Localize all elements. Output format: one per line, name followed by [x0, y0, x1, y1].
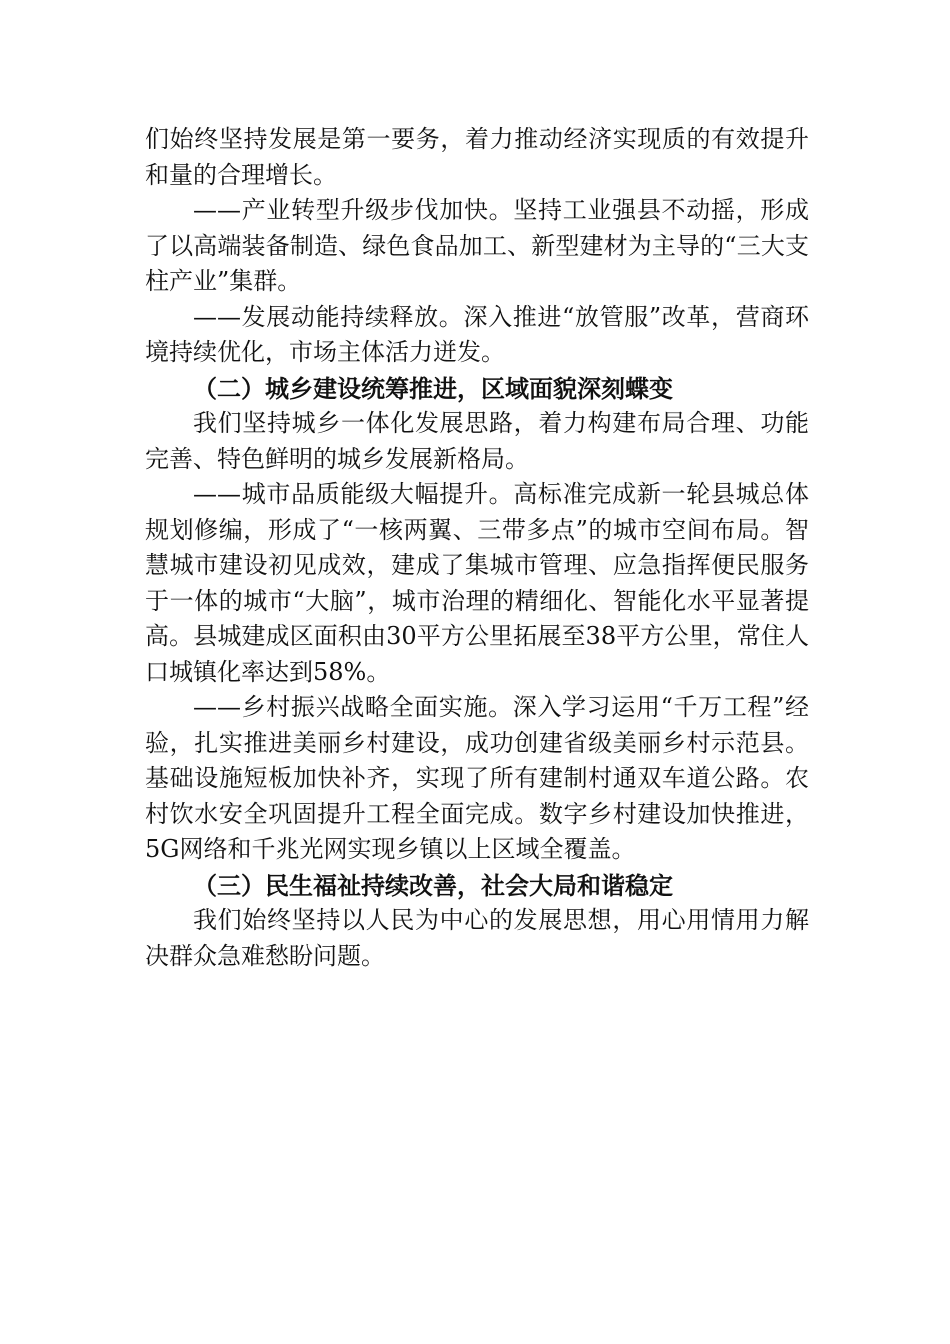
paragraph-industry-upgrade: ——产业转型升级步伐加快。坚持工业强县不动摇，形成了以高端装备制造、绿色食品加工、新型建材为主导的“三大支柱产业”集群。 [145, 196, 809, 295]
document-body [145, 122, 809, 974]
paragraph-rural-revitalization: ——乡村振兴战略全面实施。深入学习运用“千万工程”经验，扎实推进美丽乡村建设，成功创建省级美丽乡村示范县。基础设施短板加快补齐，实现了所有建制村通双车道公路。农村饮水安全巩固提升工程全面完成。数字乡村建设加快推进，5G网络和千兆光网实现乡镇以上区域全覆盖。 [145, 693, 809, 863]
paragraph-livelihood-intro: 我们始终坚持以人民为中心的发展思想，用心用情用力解决群众急难愁盼问题。 [145, 906, 809, 970]
section-heading-urban-rural: （二）城乡建设统筹推进，区域面貌深刻蝶变 [193, 373, 673, 403]
paragraph-urban-rural-intro: 我们坚持城乡一体化发展思路，着力构建布局合理、功能完善、特色鲜明的城乡发展新格局。 [145, 409, 809, 473]
paragraph-development-momentum: ——发展动能持续释放。深入推进“放管服”改革，营商环境持续优化，市场主体活力迸发。 [145, 302, 809, 366]
paragraph-continuation: 们始终坚持发展是第一要务，着力推动经济实现质的有效提升和量的合理增长。 [145, 125, 809, 189]
section-heading-livelihood: （三）民生福祉持续改善，社会大局和谐稳定 [193, 870, 673, 900]
paragraph-city-quality: ——城市品质能级大幅提升。高标准完成新一轮县城总体规划修编，形成了“一核两翼、三带多点”的城市空间布局。智慧城市建设初见成效，建成了集城市管理、应急指挥便民服务于一体的城市“大脑”，城市治理的精细化、智能化水平显著提高。县城建成区面积由30平方公里拓展至38平方公里，常住人口城镇化率达到58%。 [145, 480, 809, 686]
